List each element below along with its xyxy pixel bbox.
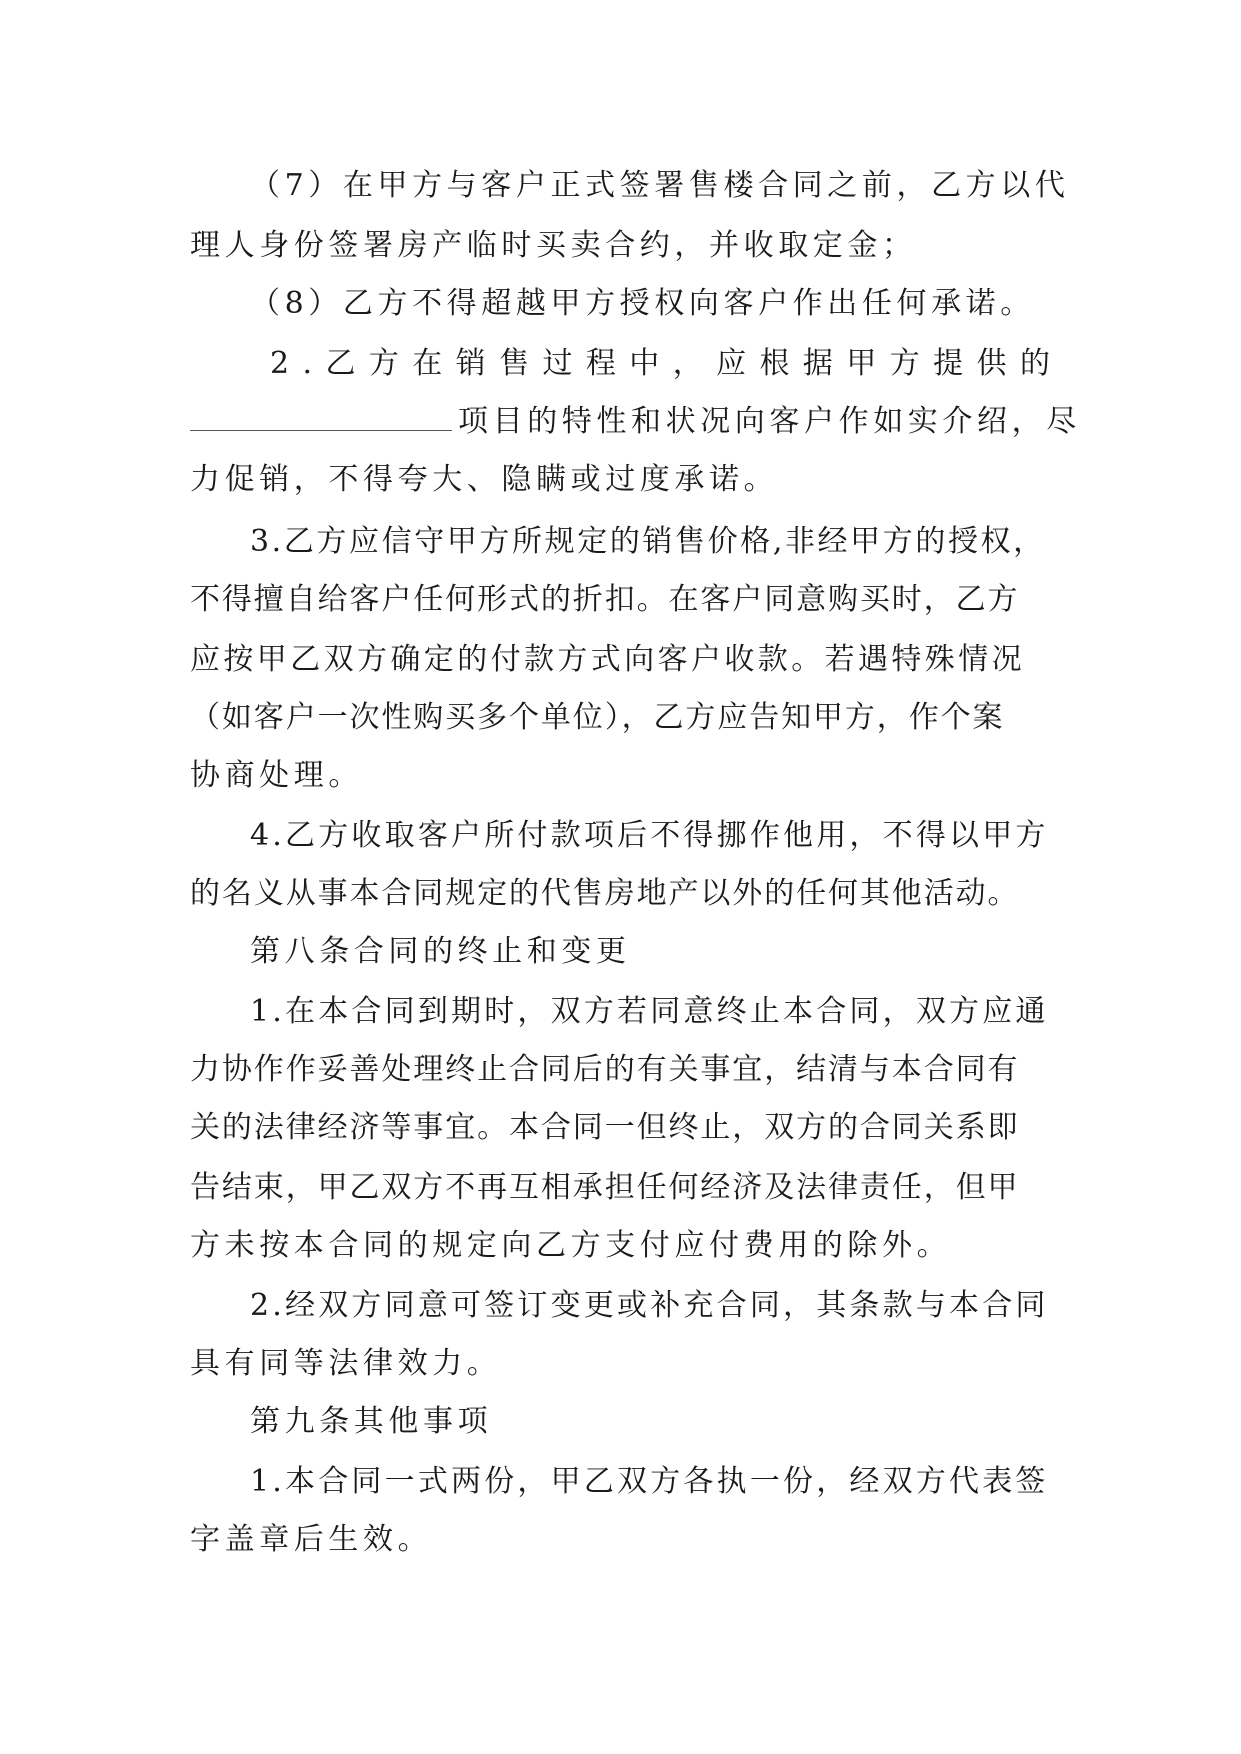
text-line: 4.乙方收取客户所付款项后不得挪作他用，不得以甲方	[250, 818, 1049, 853]
text-line: 关的法律经济等事宜。本合同一但终止，双方的合同关系即	[190, 1110, 1020, 1145]
text-line: （8）乙方不得超越甲方授权向客户作出任何承诺。	[250, 286, 1035, 321]
text-line: 力协作作妥善处理终止合同后的有关事宜，结清与本合同有	[190, 1052, 1020, 1087]
text-line: 3.乙方应信守甲方所规定的销售价格,非经甲方的授权，	[250, 524, 1046, 559]
text-line: 字盖章后生效。	[190, 1522, 433, 1557]
text-line: 告结束，甲乙双方不再互相承担任何经济及法律责任，但甲	[190, 1170, 1020, 1205]
text-line: 1.本合同一式两份，甲乙双方各执一份，经双方代表签	[250, 1464, 1049, 1499]
text-line: 协商处理。	[190, 758, 363, 793]
text-line: 不得擅自给客户任何形式的折扣。在客户同意购买时，乙方	[190, 582, 1020, 617]
text-line: 力促销，不得夸大、隐瞒或过度承诺。	[190, 462, 779, 497]
text-line: 方未按本合同的规定向乙方支付应付费用的除外。	[190, 1228, 952, 1263]
text-line: （7）在甲方与客户正式签署售楼合同之前，乙方以代	[250, 168, 1070, 203]
text-line: 具有同等法律效力。	[190, 1346, 502, 1381]
text-line: 的名义从事本合同规定的代售房地产以外的任何其他活动。	[190, 876, 1020, 911]
text-line: 2 . 乙 方 在 销 售 过 程 中 ， 应 根 据 甲 方 提 供 的	[270, 346, 1050, 381]
text-line-with-blank	[190, 398, 1081, 446]
text-line: 理人身份签署房产临时买卖合约，并收取定金；	[190, 228, 917, 263]
section-heading: 第九条其他事项	[250, 1404, 493, 1439]
text-line: 1.在本合同到期时，双方若同意终止本合同，双方应通	[250, 994, 1049, 1029]
text-line-tail: 项目的特性和状况向客户作如实介绍，尽	[458, 404, 1081, 439]
text-line: 2.经双方同意可签订变更或补充合同，其条款与本合同	[250, 1288, 1049, 1323]
fill-in-blank[interactable]	[190, 400, 452, 431]
text-line: （如客户一次性购买多个单位），乙方应告知甲方，作个案	[190, 700, 1005, 735]
section-heading: 第八条合同的终止和变更	[250, 934, 631, 969]
text-line: 应按甲乙双方确定的付款方式向客户收款。若遇特殊情况	[190, 642, 1025, 677]
